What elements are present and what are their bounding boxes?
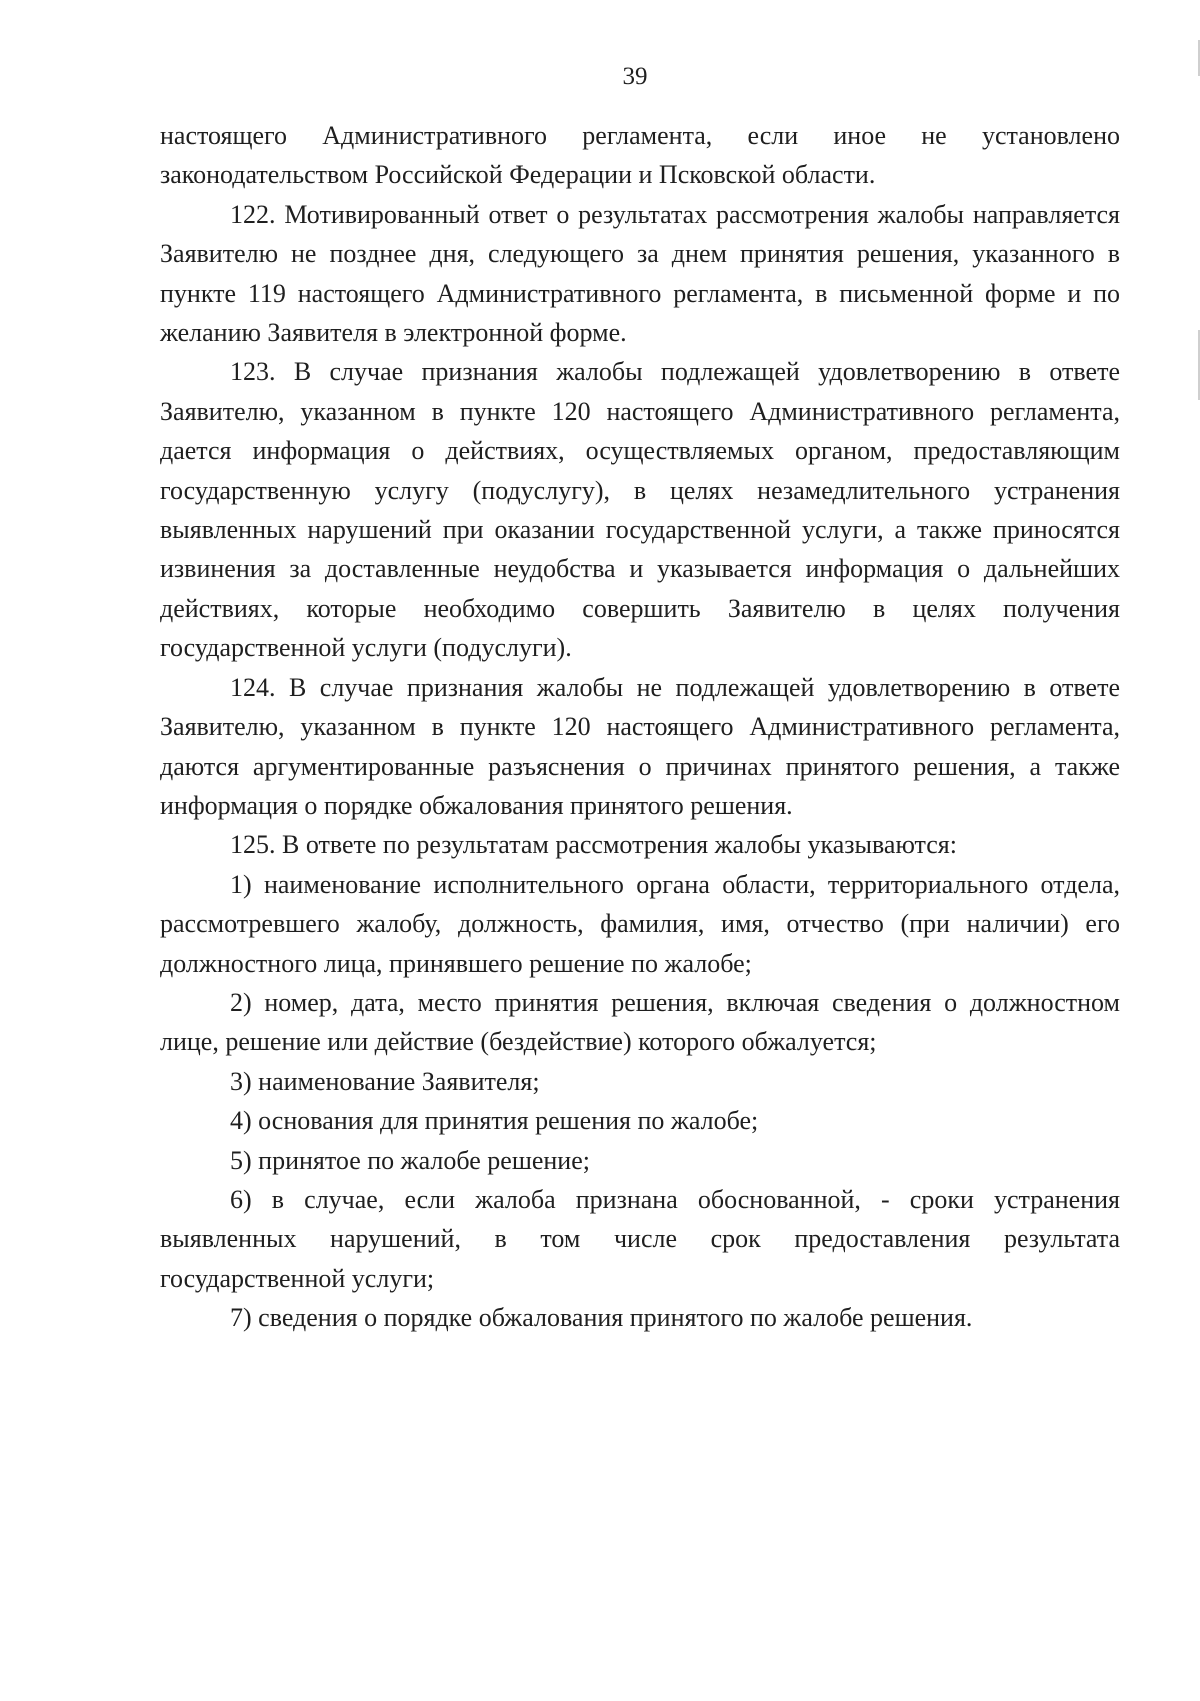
list-item-6: 6) в случае, если жалоба признана обоснованной, - сроки устранения выявленных нарушений, в том числе срок предоставления результата государственной услуги; (160, 1184, 1120, 1293)
list-item-1: 1) наименование исполнительного органа области, территориального отдела, рассмотревшего жалобу, должность, фамилия, имя, отчество (при наличии) его должностного лица, принявшего решение по жалобе; (160, 869, 1120, 978)
list-item-5: 5) принятое по жалобе решение; (230, 1145, 590, 1175)
list-item-7: 7) сведения о порядке обжалования принятого по жалобе решения. (230, 1303, 973, 1333)
page-number: 39 (622, 63, 648, 90)
paragraph-123: 123. В случае признания жалобы подлежащей удовлетворению в ответе Заявителю, указанном в пункте 120 настоящего Административного регламента, дается информация о действиях, осуществляемых органом, предоставляющим государственную услугу (подуслугу), в целях незамедлительного устранения выявленных нарушений при оказании государственной услуги, а также приносятся извинения за доставленные неудобства и указывается информация о дальнейших действиях, которые необходимо совершить Заявителю в целях получения государственной услуги (подуслуги). (160, 357, 1120, 663)
paragraph-122: 122. Мотивированный ответ о результатах рассмотрения жалобы направляется Заявителю не позднее дня, следующего за днем принятия решения, указанного в пункте 119 настоящего Административного регламента, в письменной форме и по желанию Заявителя в электронной форме. (160, 199, 1120, 348)
paragraph-124: 124. В случае признания жалобы не подлежащей удовлетворению в ответе Заявителю, указанном в пункте 120 настоящего Административного регламента, даются аргументированные разъяснения о причинах принятого решения, а также информация о порядке обжалования принятого решения. (160, 672, 1120, 820)
document-body (160, 116, 1120, 1338)
list-item-3: 3) наименование Заявителя; (230, 1066, 540, 1096)
list-item-4: 4) основания для принятия решения по жалобе; (230, 1106, 759, 1136)
paragraph-125: 125. В ответе по результатам рассмотрения жалобы указываются: (230, 830, 957, 860)
list-item-2: 2) номер, дата, место принятия решения, включая сведения о должностном лице, решение или действие (бездействие) которого обжалуется; (160, 987, 1120, 1057)
paragraph-continuation: настоящего Административного регламента, если иное не установлено законодательством Российской Федерации и Псковской области. (160, 121, 1120, 190)
